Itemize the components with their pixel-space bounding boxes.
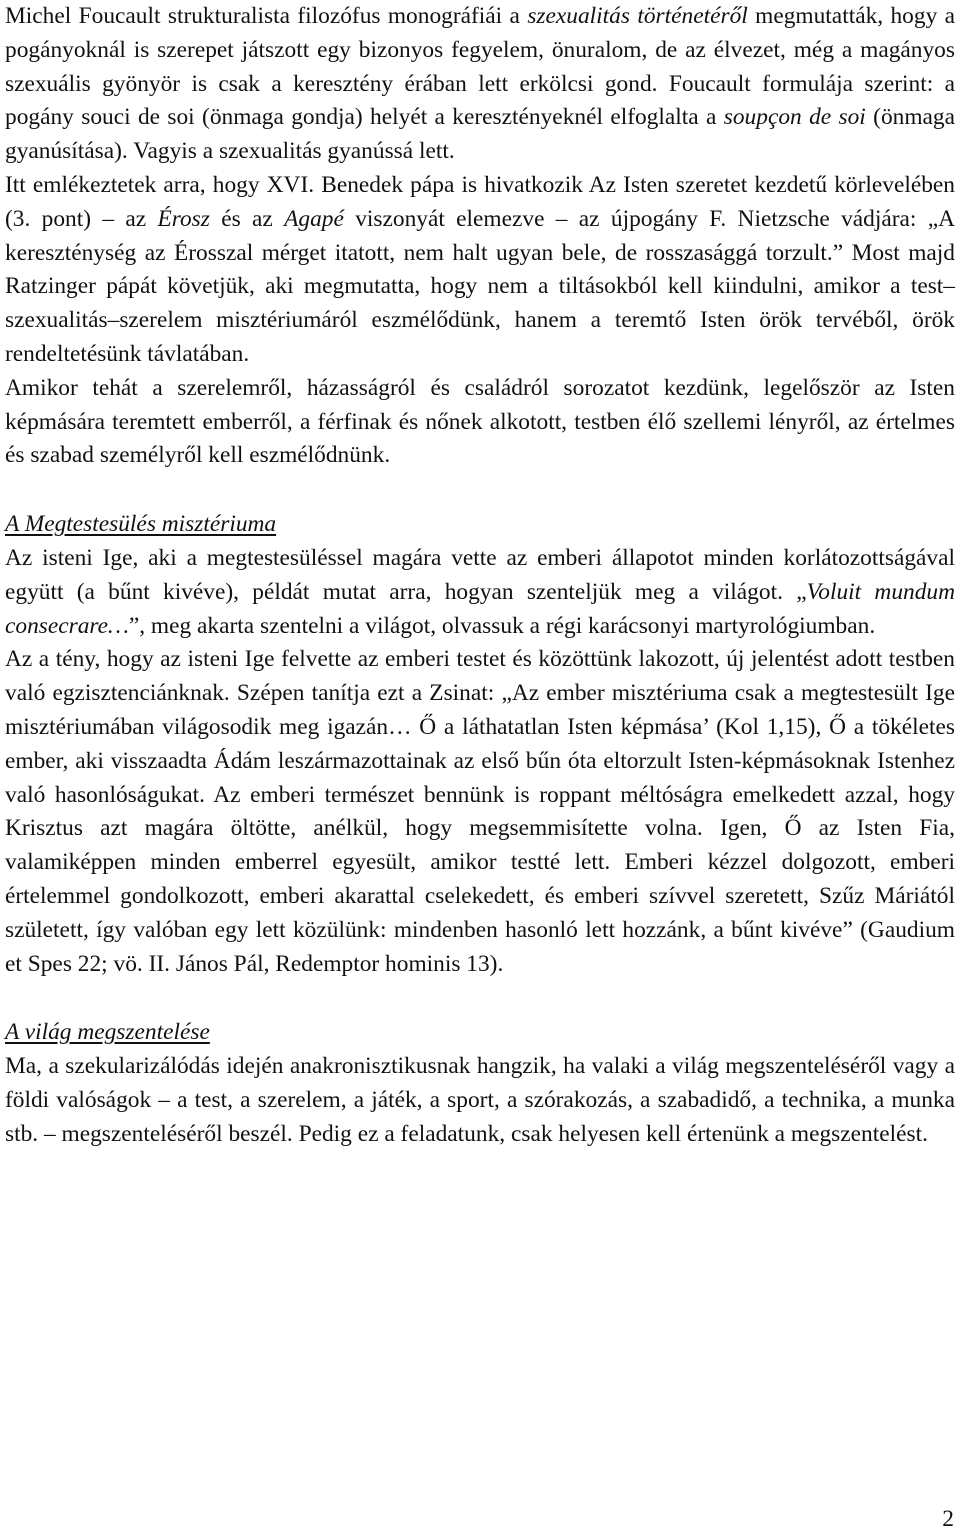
text-run: Amikor tehát a szerelemről, házasságról és családról sorozatot kezdünk, legelőször az Isten képmására teremtett emberről, a férfinak és nőnek alkotott, testben élő szellemi lényről, az értelmes és szabad személyről kell eszmélődnünk.: [5, 374, 955, 469]
paragraph: [5, 1050, 955, 1151]
italic-text-run: soupçon de soi: [723, 104, 866, 131]
italic-text-run: szexualitás történetéről: [527, 3, 748, 29]
section-megtestesules: [5, 508, 955, 981]
text-run: és az: [209, 205, 285, 232]
paragraph: [5, 0, 955, 169]
italic-text-run: Voluit mundum consecrare…: [5, 578, 955, 639]
section-heading: A világ megszentelése: [5, 1019, 210, 1046]
text-run: (önmaga gyanúsítása). Vagyis a szexualitás gyanússá lett.: [5, 104, 956, 165]
italic-text-run: Agapé: [284, 205, 344, 232]
text-run: megmutatták, hogy a pogányoknál is szerepet játszott egy bizonyos fegyelem, önuralom, de az élvezet, még a magányos szexuális gyönyör is csak a keresztény érában lett erkölcsi gond. Foucault formulája szerint: a pogány souci de soi (önmaga gondja) helyét a keresztényeknél elfoglalta a: [5, 3, 956, 131]
text-run: Ma, a szekularizálódás idején anakronisztikusnak hangzik, ha valaki a világ megszenteléséről vagy a földi valóságok – a test, a szerelem, a játék, a sport, a szórakozás, a szabadidő, a technika, a munka stb. – megszenteléséről beszél. Pedig ez a feladatunk, csak helyesen kell értenünk a megszentelést.: [5, 1053, 955, 1147]
paragraph: [5, 169, 955, 372]
paragraph: [5, 643, 955, 981]
text-run: Az isteni Ige, aki a megtestesüléssel magára vette az emberi állapotot minden korlátozottságával együtt (a bűnt kivéve), példát mutat arra, hogyan szenteljük meg a világot. „: [5, 544, 955, 605]
text-run: Itt emlékeztetek arra, hogy XVI. Benedek pápa is hivatkozik Az Isten szeretet kezdetű körlevelében (3. pont) – az: [5, 171, 955, 232]
intro-section: [5, 0, 955, 473]
text-run: viszonyát elemezve – az újpogány F. Nietzsche vádjára: „A kereszténység az Érosszal mérget itatott, nem halt ugyan bele, de rosszasággá torzult.” Most majd Ratzinger pápát követjük, aki megmutatta, hogy nem a tiltásokból kell kiindulni, amikor a test–szexualitás–szerelem misztériumáról eszmélődünk, hanem a teremtő Isten örök tervéből, örök rendeltetésünk távlatában.: [5, 205, 955, 367]
page-number: 2: [942, 1506, 954, 1532]
section-heading: A Megtestesülés misztériuma: [5, 511, 277, 538]
section-vilag-megszentelese: [5, 1016, 955, 1151]
italic-text-run: Érosz: [157, 205, 210, 232]
text-run: Az a tény, hogy az isteni Ige felvette az emberi testet és közöttünk lakozott, új jelentést adott testben való egzisztenciánknak. Szépen tanítja ezt a Zsinat: „Az ember misztériuma csak a megtestesült Ige misztériumában világosodik meg igazán… Ő a láthatatlan Isten képmása’ (Kol 1,15), Ő a tökéletes ember, aki visszaadta Ádám leszármazottainak az első bűn óta eltorzult Isten-képmásoknak Istenhez való hasonlóságukat. Az emberi természet bennünk is roppant méltóságra emelkedett azzal, hogy Krisztus azt magára öltötte, anélkül, hogy megsemmisítette volna. Igen, Ő az Isten Fia, valamiképpen minden emberrel egyesült, amikor testté lett. Emberi kézzel dolgozott, emberi értelemmel gondolkozott, emberi akarattal cselekedett, és emberi szívvel szeretett, Szűz Máriától született, így valóban egy lett közülünk: mindenben hasonló lett hozzánk, a bűnt kivéve” (Gaudium et Spes 22; vö. II. János Pál, Redemptor hominis 13).: [5, 646, 955, 977]
text-run: Michel Foucault strukturalista filozófus monográfiái a: [5, 3, 528, 29]
paragraph: [5, 542, 955, 643]
text-run: ”, meg akarta szentelni a világot, olvassuk a régi karácsonyi martyrológiumban.: [128, 612, 876, 639]
document-page: [5, 0, 955, 1152]
paragraph: [5, 372, 955, 473]
